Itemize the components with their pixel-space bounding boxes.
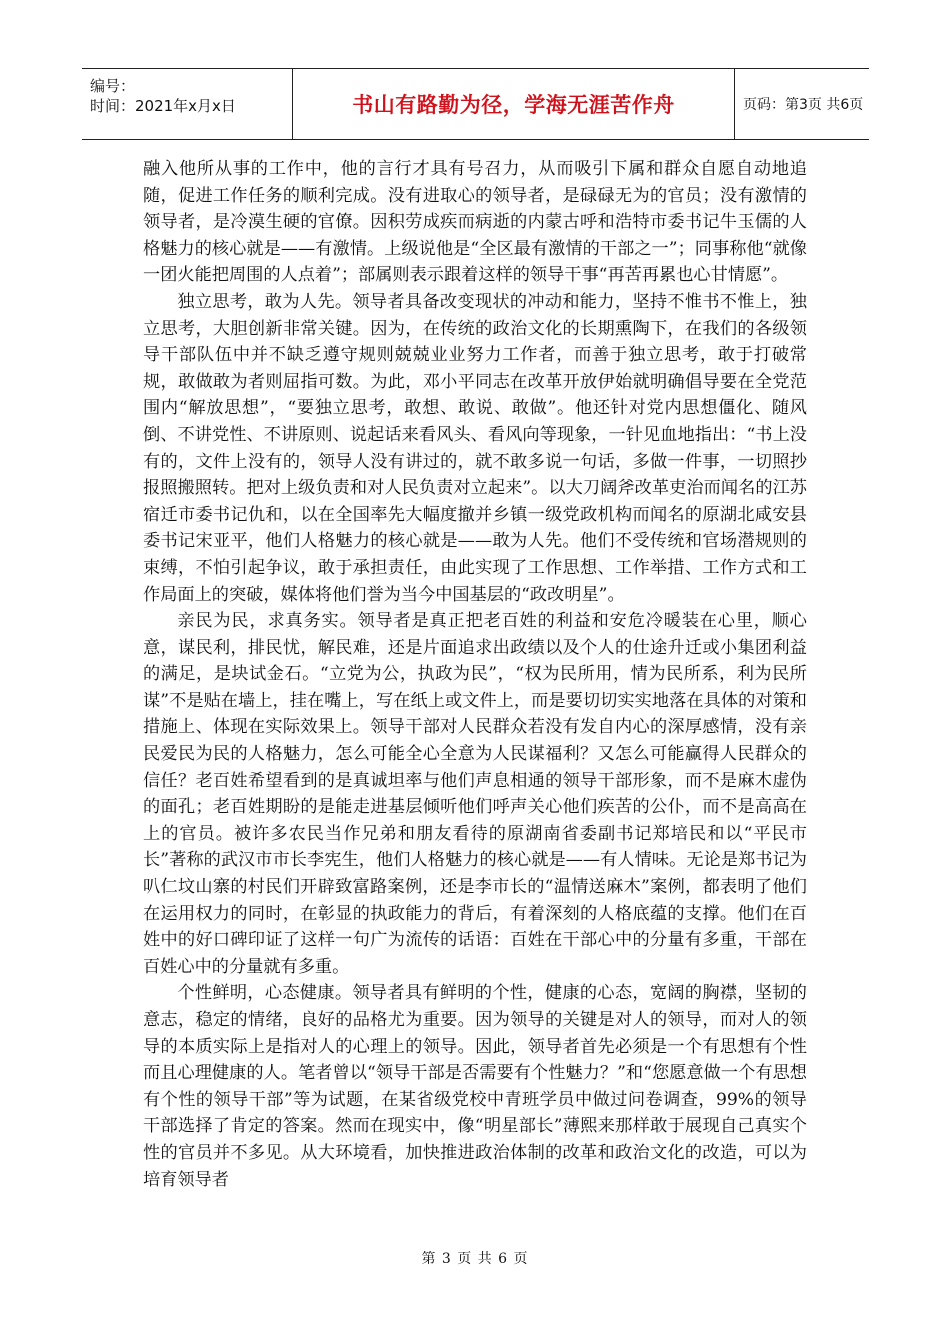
paragraph-independent-thinking: 独立思考，敢为人先。领导者具备改变现状的冲动和能力，坚持不惟书不惟上，独立思考，大胆创新非常关键。因为，在传统的政治文化的长期熏陶下，在我们的各级领导干部队伍中并不缺乏遵守规则兢兢业业努力工作者，而善于独立思考，敢于打破常规，敢做敢为者则屈指可数。为此，邓小平同志在改革开放伊始就明确倡导要在全党范围内“解放思想”，“要独立思考，敢想、敢说、敢做”。他还针对党内思想僵化、随风倒、不讲党性、不讲原则、说起话来看风头、看风向等现象，一针见血地指出：“书上没有的，文件上没有的，领导人没有讲过的，就不敢多说一句话，多做一件事，一切照抄报照搬照转。把对上级负责和对人民负责对立起来”。以大刀阔斧改革吏治而闻名的江苏宿迁市委书记仇和，以在全国率先大幅度撤并乡镇一级党政机构而闻名的原湖北咸安县委书记宋亚平，他们人格魅力的核心就是——敢为人先。他们不受传统和官场潜规则的束缚，不怕引起争议，敢于承担责任，由此实现了工作思想、工作举措、工作方式和工作局面上的突破，媒体将他们誉为当今中国基层的“政改明星”。 <box>143 291 807 605</box>
page-header <box>82 68 869 140</box>
header-motto: 书山有路勤为径，学海无涯苦作舟 <box>352 93 675 117</box>
paragraph-distinct-personality: 个性鲜明，心态健康。领导者具有鲜明的个性，健康的心态，宽阔的胸襟，坚韧的意志，稳定的情绪，良好的品格尤为重要。因为领导的关键是对人的领导，而对人的领导的本质实际上是指对人的心理上的领导。因此，领导者首先必须是一个有思想有个性而且心理健康的人。笔者曾以“领导干部是否需要有个性魅力？”和“您愿意做一个有思想有个性的领导干部”等为试题，在某省级党校中青班学员中做过问卷调查，99%的领导干部选择了肯定的答案。然而在现实中，像“明星部长”薄熙来那样敢于展现自己真实个性的官员并不多见。从大环境看，加快推进政治体制的改革和政治文化的改造，可以为培育领导者 <box>143 983 807 1190</box>
paragraph-close-to-people: 亲民为民，求真务实。领导者是真正把老百姓的利益和安危冷暖装在心里，顺心意，谋民利，排民忧，解民难，还是片面追求出政绩以及个人的仕途升迁或小集团利益的满足，是块试金石。“立党为公，执政为民”，“权为民所用，情为民所系，利为民所谋”不是贴在墙上，挂在嘴上，写在纸上或文件上，而是要切切实实地落在具体的对策和措施上、体现在实际效果上。领导干部对人民群众若没有发自内心的深厚感情，没有亲民爱民为民的人格魅力，怎么可能全心全意为人民谋福利？又怎么可能赢得人民群众的信任？老百姓希望看到的是真诚坦率与他们声息相通的领导干部形象，而不是麻木虚伪的面孔；老百姓期盼的是能走进基层倾听他们呼声关心他们疾苦的公仆，而不是高高在上的官员。被许多农民当作兄弟和朋友看待的原湖南省委副书记郑培民和以“平民市长”著称的武汉市市长李宪生，他们人格魅力的核心就是——有人情味。无论是郑书记为叭仁坟山寨的村民们开辟致富路案例，还是李市长的“温情送麻木”案例，都表明了他们在运用权力的同时，在彰显的执政能力的背后，有着深刻的人格底蕴的支撑。他们在百姓中的好口碑印证了这样一句广为流传的话语：百姓在干部心中的分量有多重，干部在百姓心中的分量就有多重。 <box>143 611 807 977</box>
header-page-info: 页码：第3页 共6页 <box>743 97 864 113</box>
paragraph-continuation: 融入他所从事的工作中，他的言行才具有号召力，从而吸引下属和群众自愿自动地追随，促进工作任务的顺利完成。没有进取心的领导者，是碌碌无为的官员；没有激情的领导者，是冷漠生硬的官僚。因积劳成疾而病逝的内蒙古呼和浩特市委书记牛玉儒的人格魅力的核心就是——有激情。上级说他是“全区最有激情的干部之一”；同事称他“就像一团火能把周围的人点着”；部属则表示跟着这样的领导干事“再苦再累也心甘情愿”。 <box>143 159 807 286</box>
page-footer: 第 3 页 共 6 页 <box>421 1251 529 1267</box>
document-body <box>143 156 807 1193</box>
document-number-label: 编号： <box>90 77 136 95</box>
document-date-label: 时间：2021年x月x日 <box>90 97 236 115</box>
header-motto-cell <box>293 69 735 139</box>
header-meta-cell <box>82 69 293 139</box>
